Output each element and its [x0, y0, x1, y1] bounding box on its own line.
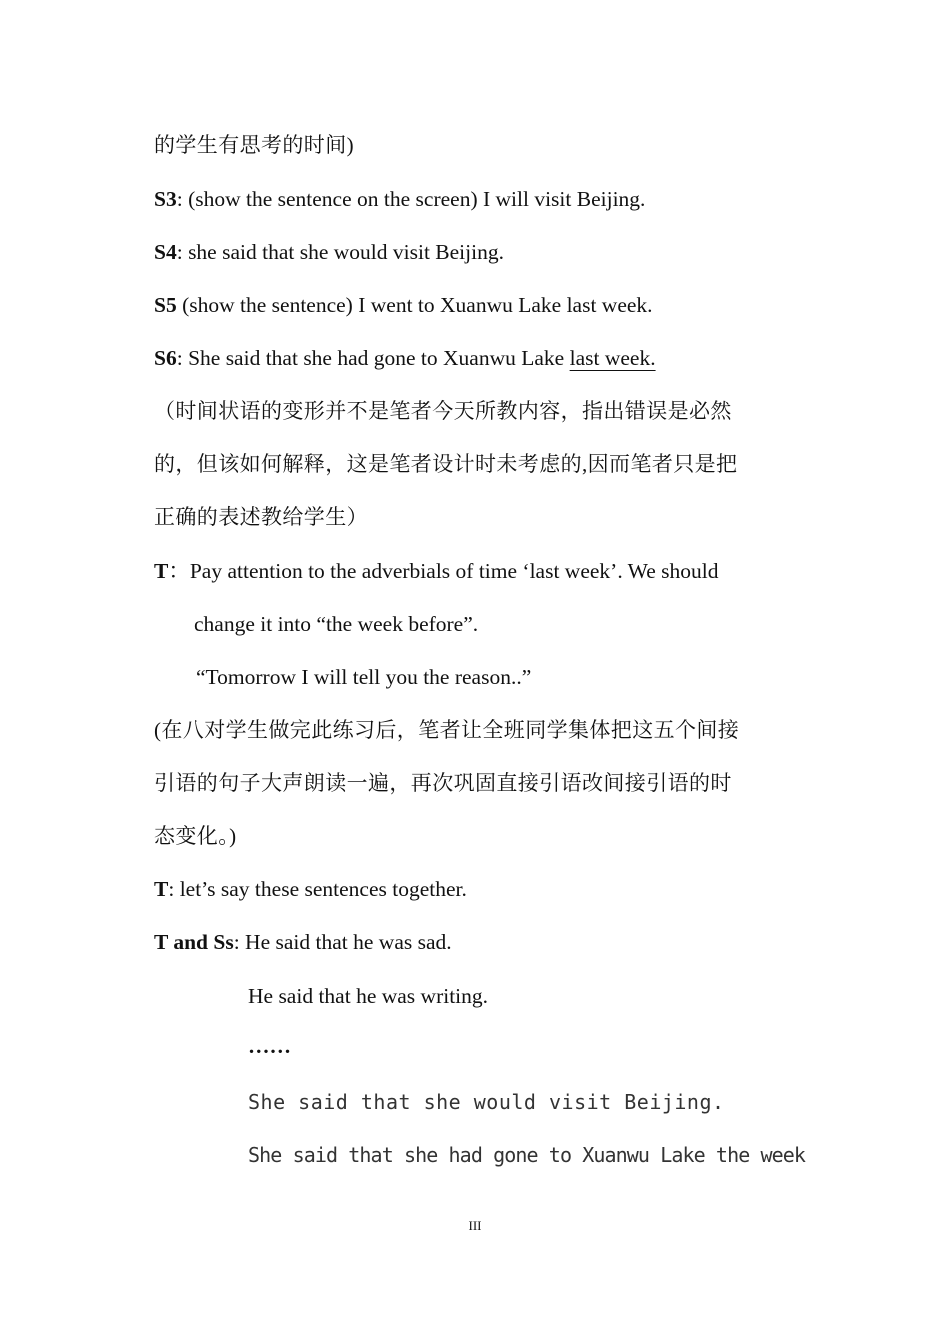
dialogue-line-t-and-ss	[154, 927, 452, 957]
speaker-label: S3	[154, 187, 177, 211]
dialogue-line-teacher	[154, 874, 467, 904]
dialogue-text: : He said that he was sad.	[233, 930, 452, 954]
speaker-label: S6	[154, 346, 177, 370]
paragraph-line: 引语的句子大声朗读一遍，再次巩固直接引语改间接引语的时	[154, 771, 732, 795]
dialogue-text: ：Pay attention to the adverbials of time ‘last week’. We should	[168, 559, 719, 583]
speaker-label: T and Ss	[154, 930, 234, 954]
paragraph-line: 正确的表述教给学生）	[154, 505, 368, 529]
page-number: III	[468, 1218, 482, 1233]
dialogue-line-s5	[154, 290, 653, 320]
dialogue-text: : She said that she had gone to Xuanwu Lake	[176, 346, 570, 370]
paragraph-line: (在八对学生做完此练习后，笔者让全班同学集体把这五个间接	[154, 718, 740, 742]
underlined-phrase: last week.	[569, 346, 656, 370]
paragraph-line: （时间状语的变形并不是笔者今天所教内容，指出错误是必然	[154, 399, 732, 423]
paragraph-line: 的，但该如何解释，这是笔者设计时未考虑的,因而笔者只是把	[154, 452, 738, 476]
dialogue-continuation: “Tomorrow I will tell you the reason..”	[196, 665, 532, 689]
dialogue-line-s6	[154, 343, 656, 373]
speaker-label: T	[154, 877, 169, 901]
ellipsis: ……	[248, 1034, 291, 1058]
dialogue-line-s4	[154, 237, 504, 267]
speaker-label: S5	[154, 293, 177, 317]
dialogue-line-s3	[154, 184, 645, 214]
sentence-line: She said that she had gone to Xuanwu Lake the week	[248, 1143, 806, 1167]
speaker-label: S4	[154, 240, 177, 264]
speaker-label: T	[154, 559, 169, 583]
dialogue-continuation: change it into “the week before”.	[194, 612, 479, 636]
sentence-line: He said that he was writing.	[248, 984, 489, 1008]
dialogue-text: : (show the sentence on the screen) I will visit Beijing.	[176, 187, 646, 211]
paragraph-line: 态变化。)	[154, 824, 237, 848]
paragraph-line: 的学生有思考的时间)	[154, 133, 354, 157]
dialogue-text: : let’s say these sentences together.	[168, 877, 467, 901]
dialogue-text: (show the sentence) I went to Xuanwu Lake last week.	[176, 293, 653, 317]
dialogue-line-teacher	[154, 556, 719, 586]
sentence-line: She said that she would visit Beijing.	[248, 1090, 725, 1114]
dialogue-text: : she said that she would visit Beijing.	[176, 240, 504, 264]
